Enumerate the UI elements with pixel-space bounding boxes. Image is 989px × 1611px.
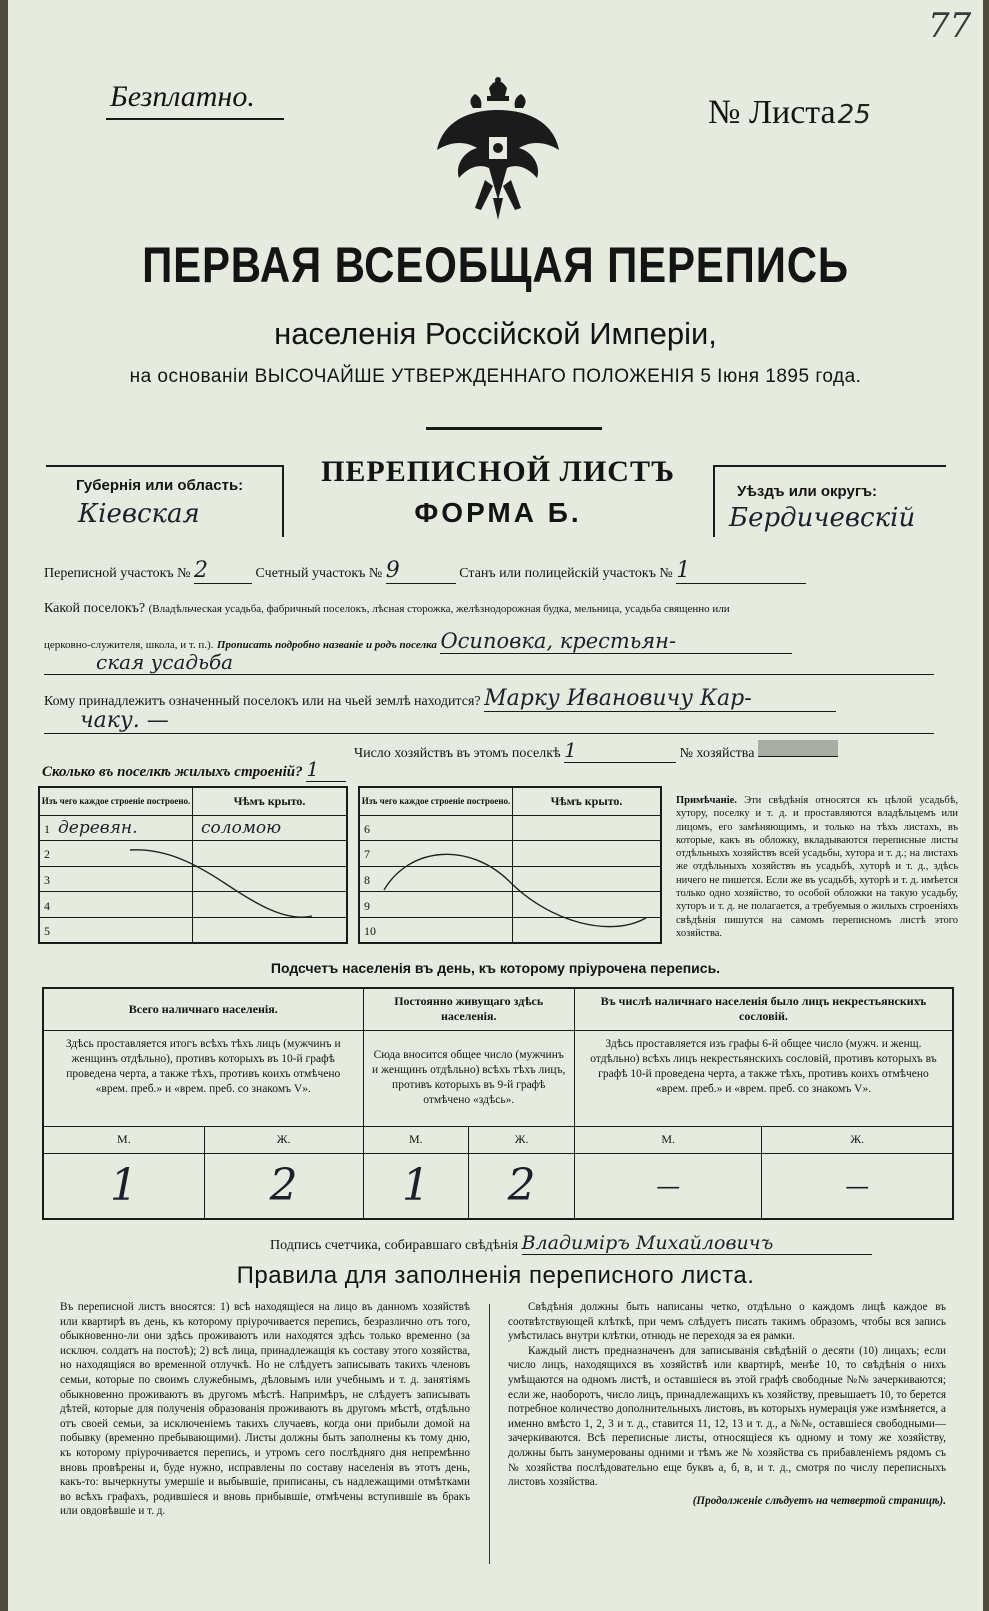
stan-value: 1: [676, 558, 806, 584]
population-title: Подсчетъ населенія въ день, къ которому пріурочена перепись.: [270, 960, 721, 976]
building-row-number: 6: [364, 821, 370, 836]
building-row-left-1: [39, 815, 347, 841]
pop-desc-noncrest: Здѣсь проставляется изъ графы 6-й общее число (мужч. и женщ. отдѣльно) всѣхъ лицъ некрестьянскихъ сословій, противъ которыхъ въ графѣ 10-й проведена черта, а также тѣхъ, противъ коихъ отмѣчено «врем. преб.» и «врем. преб. со знакомъ V».: [574, 1030, 953, 1126]
census-section-value: 2: [194, 558, 252, 584]
rules-left-column: Въ переписной листъ вносятся: 1) всѣ находящіеся на лицо въ данномъ хозяйствѣ или квартирѣ въ день, къ которому пріурочивается перепись, безразлично отъ того, обыкновенно-ли они здѣсь проживаютъ или находятся здѣсь только временно (за исключ. солдатъ на постоѣ); 2) всѣ лица, принадлежащія къ составу этого хозяйства, но находящіяся во временной отлучкѣ. Но не слѣдуетъ записывать такихъ членовъ семьи, которые по своимъ служебнымъ, дѣловымъ или учебнымъ и т. д. занятіямъ обыкновенно проживаютъ въ другомъ мѣстѣ. Напримѣръ, не слѣдуетъ записывать дѣтей, которые для полученія образованія проживаютъ въ другомъ мѣстѣ, отдѣльно отъ своей семьи, за исключеніемъ такихъ случаевъ, когда они прибыли домой на побывку (временно пребывающими). Листы должны быть заполнены къ тому дню, къ которому пріурочивается перепись, и утромъ сего послѣдняго дня непремѣнно вновь провѣрены и, буде нужно, исправлены по составу населенія въ этотъ день, какъ-то: вычеркнуты умершіе и выбывшіе, приписаны, съ надлежащими отмѣтками во всѣхъ графахъ, родившіеся и вновь прибывшіе, отмѣчены вступившіе въ бракъ или овдовѣвшіе и т. д.: [60, 1301, 470, 1518]
settlement-hint-italic: Прописать подробно названіе и родъ поселка: [216, 639, 437, 651]
household-no-label: № хозяйства: [679, 746, 755, 761]
building-row-number: 9: [364, 898, 370, 913]
pop-m-label-3: М.: [574, 1126, 762, 1153]
pop-m-label-2: М.: [363, 1126, 469, 1153]
bld-head-material-left: Изъ чего каждое строеніе построено.: [39, 787, 193, 815]
pop-noncrest-m: —: [574, 1153, 762, 1219]
right-crossout-curve: [380, 846, 650, 936]
free-label: Безплатно.: [110, 80, 255, 113]
pop-desc-present: Здѣсь проставляется итогъ всѣхъ тѣхъ лицъ (мужчинъ и женщинъ отдѣльно), противъ которыхъ въ 10-й графѣ проведена черта, а также тѣхъ, противъ коихъ отмѣчено «врем. преб.» и «врем. преб. со знакомъ V».: [43, 1030, 363, 1126]
building-row-right-1: [359, 815, 661, 841]
pop-permanent-f: 2: [469, 1153, 575, 1219]
rules-right-para-1: Свѣдѣнія должны быть написаны четко, отдѣльно о каждомъ лицѣ каждое въ соотвѣтствующей клѣткѣ, при чемъ слѣдуетъ писать такимъ образомъ, чтобы вся запись умѣстилась внутри клѣтки, отнюдь не переходя за ея рамки.: [508, 1301, 946, 1343]
pop-head-permanent: Постоянно живущаго здѣсь населенія.: [363, 988, 574, 1030]
continued-note: (Продолженіе слѣдуетъ на четвертой страницѣ).: [692, 1494, 946, 1507]
households-value: 1: [564, 738, 676, 763]
note-text: Эти свѣдѣнія относятся къ цѣлой усадьбѣ, хутору, поселку и т. д. и проставляются владѣльцемъ или лицомъ, его замѣняющимъ, и только на тѣхъ листахъ, въ которые, какъ въ обложку, вкладываются переписные листы отдѣльныхъ хозяйствъ всей усадьбы, хутора и т. д.; на листахъ же отдѣльныхъ хозяйствъ въ усадьбѣ, хуторѣ и т. д., здѣсь ничего не пишется. Если же въ усадьбѣ, хуторѣ и т. д. имѣется только одно хозяйство, то особой обложки на такую усадьбу, хуторъ и т. д. не полагается, а требуемыя о жилыхъ строеніяхъ свѣдѣнія пишутся на самомъ переписномъ листѣ этого хозяйства.: [676, 795, 958, 939]
settlement-value-line-2: [44, 650, 934, 675]
owner-question: Кому принадлежитъ означенный поселокъ или на чьей землѣ находится?: [44, 694, 481, 709]
building-material-cell: [39, 815, 193, 841]
building-roof-value: соломою: [193, 815, 348, 841]
pop-m-label-1: М.: [43, 1126, 204, 1153]
rules-divider: [489, 1304, 490, 1564]
buildings-note: [676, 794, 958, 940]
building-material-cell: [359, 815, 513, 841]
owner-value-1: Марку Ивановичу Кар-: [484, 686, 836, 712]
pop-f-label-2: Ж.: [469, 1126, 575, 1153]
pop-noncrest-f: —: [762, 1153, 953, 1219]
building-row-number: 4: [44, 898, 50, 913]
pop-permanent-m: 1: [363, 1153, 469, 1219]
bld-head-material-right: Изъ чего каждое строеніе построено.: [359, 787, 513, 815]
left-crossout-curve: [126, 844, 316, 924]
buildings-line: [42, 757, 346, 782]
sheet-number: [708, 94, 871, 132]
pop-desc-permanent: Сюда вносится общее число (мужчинъ и женщинъ отдѣльно) всѣхъ тѣхъ лицъ, противъ которыхъ въ 9-й графѣ отмѣчено «здѣсь».: [363, 1030, 574, 1126]
district-label: Уѣздъ или округъ:: [737, 483, 878, 500]
pop-head-present: Всего наличнаго населенія.: [43, 988, 363, 1030]
census-title: ПЕРВАЯ ВСЕОБЩАЯ ПЕРЕПИСЬ: [142, 237, 849, 293]
census-sheet: [8, 0, 983, 1611]
census-basis: на основаніи ВЫСОЧАЙШЕ УТВЕРЖДЕННАГО ПОЛОЖЕНІЯ 5 Іюня 1895 года.: [129, 366, 862, 387]
households-label: Число хозяйствъ въ этомъ поселкѣ: [354, 746, 561, 761]
owner-line-2: [44, 708, 934, 734]
province-label: Губернія или область:: [76, 477, 244, 494]
district-box: [713, 465, 946, 537]
note-title: Примѣчаніе.: [676, 795, 737, 806]
province-box: [46, 465, 284, 537]
settlement-value-2: ская усадьба: [44, 650, 934, 675]
page-number: 77: [928, 6, 972, 46]
census-section-label: Переписной участокъ №: [44, 566, 191, 581]
building-material-value: деревян.: [58, 817, 138, 838]
settlement-value-1: Осиповка, крестьян-: [440, 629, 792, 654]
pop-present-m: 1: [43, 1153, 204, 1219]
building-roof-value: [513, 815, 662, 841]
rules-right-para-2: Каждый листъ предназначенъ для записыванія свѣдѣній о десяти (10) лицахъ; если число лицъ, находящихся въ хозяйствѣ или квартирѣ, менѣе 10, то свѣдѣнія о нихъ умѣщаются на одномъ листѣ, и оставшіеся въ этой графѣ свободные №№ зачеркиваются; если же, наоборотъ, число лицъ, принадлежащихъ къ хозяйству, превышаетъ 10, то берется потребное количество дополнительныхъ листовъ, въ которыхъ нумерація уже измѣняется, а именно вмѣсто 1, 2, 3 и т. д., ставится 11, 12, 13 и т. д., а №№, оставшіеся свободными—зачеркиваются. Всѣ переписные листы, относящіеся къ одному и тому же хозяйству, должны быть занумерованы одними и тѣмъ же № хозяйства съ прибавленіемъ рядомъ съ № хозяйства послѣдовательно еще буквъ а, б, в, и т. д., смотря по числу переписныхъ листовъ хозяйства.: [508, 1344, 946, 1489]
owner-value-2: чаку. —: [44, 708, 934, 734]
pop-present-f: 2: [204, 1153, 363, 1219]
district-value: Бердичевскій: [729, 503, 916, 533]
building-row-number: 8: [364, 872, 370, 887]
buildings-value: 1: [306, 757, 346, 782]
count-section-value: 9: [386, 558, 456, 584]
stan-label: Станъ или полицейскій участокъ №: [459, 566, 673, 581]
building-row-number: 1: [44, 821, 50, 836]
free-underline: [106, 118, 284, 120]
building-row-number: 2: [44, 847, 50, 862]
bld-head-roof-left: Чѣмъ крыто.: [193, 787, 348, 815]
households-line: [354, 738, 838, 763]
building-row-number: 3: [44, 872, 50, 887]
settlement-question-line: [44, 601, 730, 617]
settlement-hint-1: (Владѣльческая усадьба, фабричный поселокъ, лѣсная сторожка, желѣзнодорожная будка, мельница, усадьба священно или: [148, 603, 730, 615]
building-row-number: 10: [364, 923, 376, 938]
title-rule: [426, 427, 602, 430]
census-subtitle: населенія Россійской Имперіи,: [274, 316, 717, 351]
pop-f-label-3: Ж.: [762, 1126, 953, 1153]
building-row-number: 5: [44, 923, 50, 938]
settlement-hint-2: церковно-служителя, школа, и т. п.).: [44, 639, 214, 651]
count-section-label: Счетный участокъ №: [255, 566, 383, 581]
imperial-eagle-emblem: [433, 70, 563, 230]
form-b-label: ФОРМА Б.: [414, 497, 582, 528]
signature-line: [270, 1232, 872, 1255]
buildings-question: Сколько въ поселкѣ жилыхъ строеній?: [42, 764, 303, 780]
sheet-number-value: 25: [837, 100, 871, 130]
form-title: ПЕРЕПИСНОЙ ЛИСТЪ: [321, 455, 675, 488]
sheet-number-label: № Листа: [708, 94, 836, 131]
population-table: [42, 987, 954, 1220]
building-row-number: 7: [364, 847, 370, 862]
sections-line: [44, 558, 806, 584]
province-value: Кіевская: [78, 499, 200, 529]
bld-head-roof-right: Чѣмъ крыто.: [513, 787, 662, 815]
pop-head-noncrest: Въ числѣ наличнаго населенія было лицъ некрестьянскихъ сословій.: [574, 988, 953, 1030]
settlement-question: Какой поселокъ?: [44, 601, 146, 616]
rules-title: Правила для заполненія переписного листа.: [236, 1262, 755, 1289]
signature-value: Владиміръ Михайловичъ: [522, 1232, 872, 1255]
pop-f-label-1: Ж.: [204, 1126, 363, 1153]
rules-right-column: [508, 1300, 946, 1508]
household-no-redacted: [758, 740, 838, 757]
signature-label: Подпись счетчика, собиравшаго свѣдѣнія: [270, 1238, 519, 1253]
